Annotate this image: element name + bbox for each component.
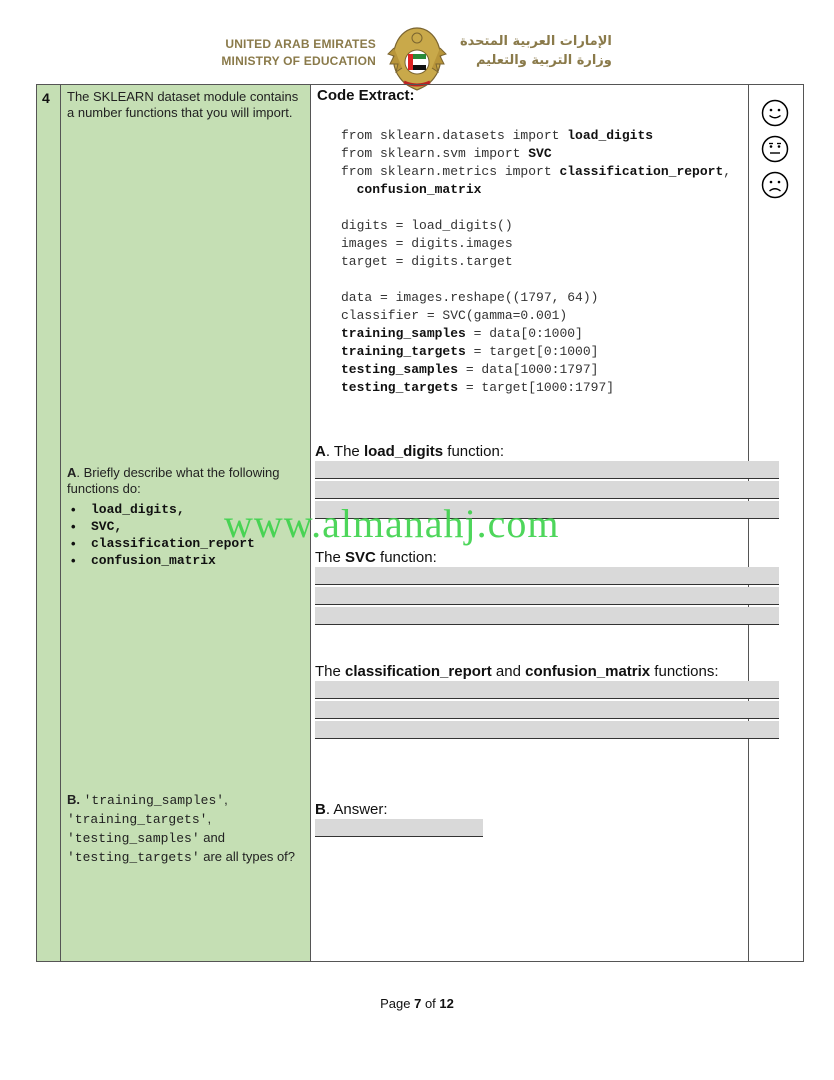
- neutral-face-icon[interactable]: [761, 135, 789, 163]
- header-ministry: MINISTRY OF EDUCATION: [221, 54, 376, 68]
- answer-line[interactable]: [315, 481, 779, 499]
- code-line: from sklearn.svm import SVC: [341, 146, 552, 161]
- svc-answer-lines: [315, 567, 779, 627]
- sad-face-icon[interactable]: [761, 171, 789, 199]
- part-b-prompt: B. 'training_samples', 'training_targets', 'testing_samples' and 'testing_targets' are all types of?: [67, 792, 296, 865]
- page-header: [0, 22, 834, 92]
- code-line: testing_targets = target[1000:1797]: [341, 380, 615, 395]
- header-english: [221, 36, 376, 70]
- part-a-prompt: A. Briefly describe what the following functions do:: [67, 465, 280, 496]
- uae-emblem-icon: [386, 24, 448, 92]
- answer-line[interactable]: [315, 681, 779, 699]
- header-ministry-ar: وزارة التربية والتعليم: [475, 53, 612, 68]
- list-item: • load_digits,: [71, 501, 255, 518]
- code-line: images = digits.images: [341, 236, 513, 251]
- code-line: [341, 199, 731, 217]
- answer-b-lines: [315, 819, 483, 839]
- code-line: digits = load_digits(): [341, 218, 513, 233]
- question-number: 4: [42, 90, 50, 106]
- answer-line[interactable]: [315, 819, 483, 837]
- answer-line[interactable]: [315, 587, 779, 605]
- watermark: www.almanahj.com: [224, 501, 560, 546]
- code-line: confusion_matrix: [356, 182, 482, 197]
- code-extract-title: Code Extract:: [317, 87, 415, 104]
- list-item: • classification_report: [71, 535, 255, 552]
- list-item: • confusion_matrix: [71, 552, 255, 569]
- answer-line[interactable]: [315, 567, 779, 585]
- self-assessment-column: [749, 85, 803, 961]
- answer-a-label: A. The load_digits function:: [315, 443, 504, 460]
- answer-line[interactable]: [315, 607, 779, 625]
- header-country: UNITED ARAB EMIRATES: [225, 37, 376, 51]
- question-number-column: [37, 85, 61, 961]
- report-answer-label: The classification_report and confusion_matrix functions:: [315, 663, 719, 680]
- code-line: from sklearn.datasets import load_digits: [341, 128, 654, 143]
- code-line: training_samples = data[0:1000]: [341, 326, 583, 341]
- answer-line[interactable]: [315, 701, 779, 719]
- code-line: testing_samples = data[1000:1797]: [341, 362, 599, 377]
- report-answer-lines: [315, 681, 779, 741]
- code-line: from sklearn.metrics import classification_report,: [341, 164, 732, 179]
- page-footer: Page 7 of 12: [380, 996, 454, 1011]
- list-item: • SVC,: [71, 518, 255, 535]
- code-line: target = digits.target: [341, 254, 513, 269]
- code-line: [341, 271, 731, 289]
- answer-line[interactable]: [315, 461, 779, 479]
- answer-line[interactable]: [315, 721, 779, 739]
- svc-answer-label: The SVC function:: [315, 549, 437, 566]
- code-line: training_targets = target[0:1000]: [341, 344, 599, 359]
- code-line: data = images.reshape((1797, 64)): [341, 290, 599, 305]
- header-country-ar: الإمارات العربية المتحدة: [460, 34, 612, 49]
- code-block: [341, 127, 731, 397]
- question-intro: The SKLEARN dataset module contains a number functions that you will import.: [67, 89, 299, 120]
- smile-face-icon[interactable]: [761, 99, 789, 127]
- answer-b-label: B. Answer:: [315, 801, 388, 818]
- code-line: classifier = SVC(gamma=0.001): [341, 308, 568, 323]
- header-arabic: [460, 32, 612, 70]
